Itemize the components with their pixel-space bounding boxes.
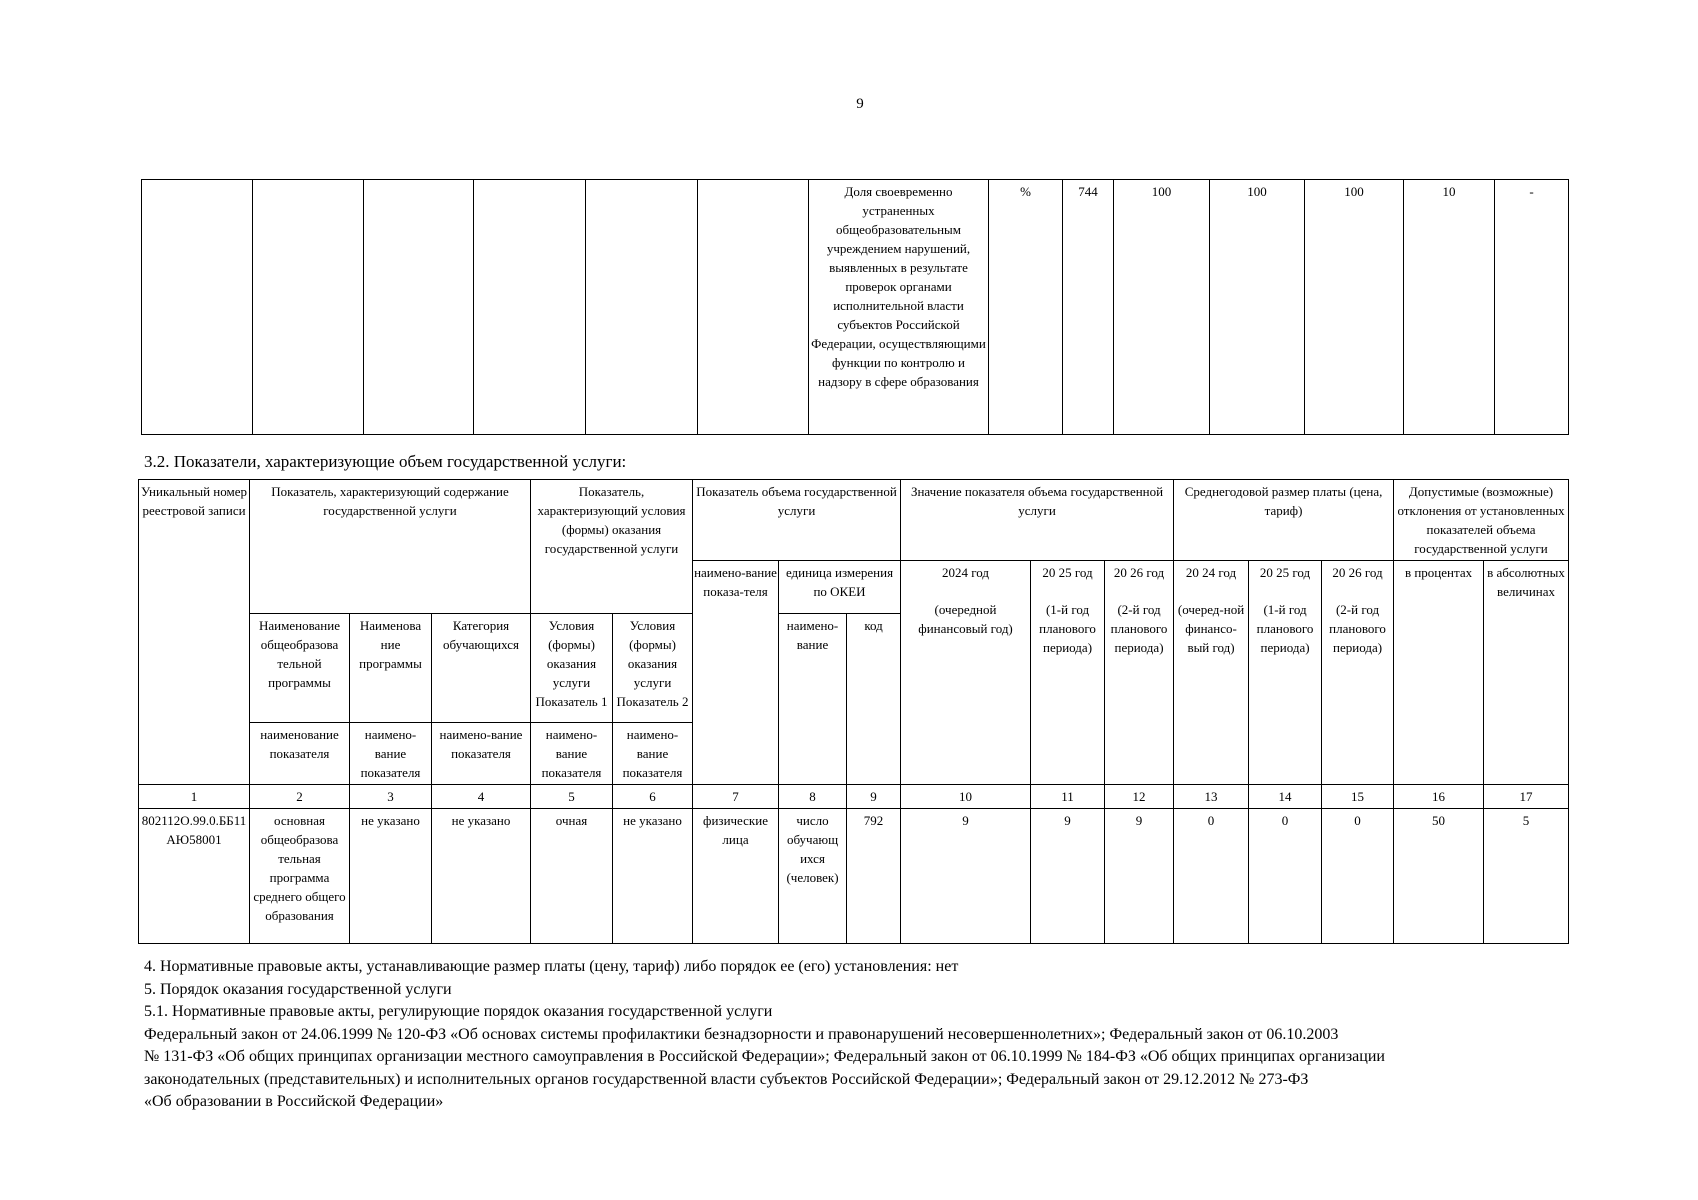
header-deviation-percent: в процентах xyxy=(1394,561,1484,785)
column-number: 13 xyxy=(1174,785,1249,809)
header-conditions-indicator: Показатель, характеризующий условия (формы) оказания государственной услуги xyxy=(531,480,693,614)
header-volume-value: Значение показателя объема государственной услуги xyxy=(901,480,1174,561)
empty-cell xyxy=(474,180,586,435)
note-line: законодательных (представительных) и исполнительных органов государственной власти субъектов Российской Федерации»; Федеральный закон от 29.12.2012 № 273-ФЗ xyxy=(144,1070,1309,1088)
header-fee-2025 xyxy=(1249,561,1322,785)
header-fee-2024 xyxy=(1174,561,1249,785)
header-fee-2024-note: (очеред-ной финансо-вый год) xyxy=(1177,602,1245,655)
section-title: 3.2. Показатели, характеризующие объем государственной услуги: xyxy=(144,452,627,471)
column-number: 8 xyxy=(779,785,847,809)
header-row-1 xyxy=(139,480,1569,561)
column-number: 14 xyxy=(1249,785,1322,809)
header-fee-2025-note: (1-й год планового периода) xyxy=(1256,602,1314,655)
quality-value-2025: 100 xyxy=(1210,180,1305,435)
column-number: 4 xyxy=(432,785,531,809)
subheader-indicator-name: наименование показателя xyxy=(250,723,350,785)
column-number: 1 xyxy=(139,785,250,809)
header-value-2025 xyxy=(1031,561,1105,785)
header-category: Категория обучающихся xyxy=(432,613,531,723)
note-line: 4. Нормативные правовые акты, устанавливающие размер платы (цену, тариф) либо порядок ее (его) установления: нет xyxy=(144,958,959,975)
row-value-2026: 9 xyxy=(1105,809,1174,944)
header-unit-name: наимено-вание xyxy=(779,613,847,785)
header-unit-code: код xyxy=(847,613,901,785)
column-number: 9 xyxy=(847,785,901,809)
column-number: 15 xyxy=(1322,785,1394,809)
page-number: 9 xyxy=(856,96,864,112)
quality-deviation-absolute: - xyxy=(1495,180,1569,435)
row-fee-2026: 0 xyxy=(1322,809,1394,944)
column-number: 17 xyxy=(1484,785,1569,809)
header-fee-2026-note: (2-й год планового периода) xyxy=(1329,602,1386,655)
quality-indicator-table xyxy=(141,179,1569,435)
header-value-2024-year: 2024 год xyxy=(942,565,990,580)
row-program-name: основная общеобразова тельная программа среднего общего образования xyxy=(250,809,350,944)
header-unit-okei: единица измерения по ОКЕИ xyxy=(779,561,901,614)
column-number: 3 xyxy=(350,785,432,809)
header-program-name: Наименование общеобразова тельной программы xyxy=(250,613,350,723)
empty-cell xyxy=(364,180,474,435)
row-condition-2: не указано xyxy=(613,809,693,944)
row-deviation-percent: 50 xyxy=(1394,809,1484,944)
header-value-2025-year: 20 25 год xyxy=(1042,565,1093,580)
column-number: 12 xyxy=(1105,785,1174,809)
quality-deviation-percent: 10 xyxy=(1404,180,1495,435)
column-number-row xyxy=(139,785,1569,809)
empty-cell xyxy=(586,180,698,435)
header-condition-2: Условия (формы) оказания услуги Показатель 2 xyxy=(613,613,693,723)
column-number: 6 xyxy=(613,785,693,809)
header-fee-2026 xyxy=(1322,561,1394,785)
table-row xyxy=(139,809,1569,944)
header-value-2024-note: (очередной финансовый год) xyxy=(918,602,1013,636)
row-code: 792 xyxy=(847,809,901,944)
empty-cell xyxy=(698,180,809,435)
subheader-indicator-name: наимено-вание показателя xyxy=(350,723,432,785)
column-number: 2 xyxy=(250,785,350,809)
header-value-2026-note: (2-й год планового периода) xyxy=(1110,602,1168,655)
subheader-indicator-name: наимено-вание показателя xyxy=(432,723,531,785)
note-line: Федеральный закон от 24.06.1999 № 120-ФЗ «Об основах системы профилактики безнадзорности и правонарушений несовершеннолетних»; Федеральный закон от 06.10.2003 xyxy=(144,1025,1339,1043)
row-category: не указано xyxy=(432,809,531,944)
header-condition-1: Условия (формы) оказания услуги Показатель 1 xyxy=(531,613,613,723)
subheader-indicator-name: наимено-вание показателя xyxy=(613,723,693,785)
row-fee-2025: 0 xyxy=(1249,809,1322,944)
note-line: «Об образовании в Российской Федерации» xyxy=(144,1093,444,1110)
header-volume-indicator: Показатель объема государственной услуги xyxy=(693,480,901,561)
quality-unit: % xyxy=(989,180,1063,435)
column-number: 5 xyxy=(531,785,613,809)
row-deviation-absolute: 5 xyxy=(1484,809,1569,944)
header-deviation-absolute: в абсолютных величинах xyxy=(1484,561,1569,785)
column-number: 11 xyxy=(1031,785,1105,809)
column-number: 10 xyxy=(901,785,1031,809)
quality-row xyxy=(142,180,1569,435)
header-fee-2026-year: 20 26 год xyxy=(1332,565,1383,580)
header-unique-number: Уникальный номер реестровой записи xyxy=(139,480,250,785)
row-fee-2024: 0 xyxy=(1174,809,1249,944)
row-indicator: физические лица xyxy=(693,809,779,944)
subheader-indicator-name: наимено-вание показателя xyxy=(531,723,613,785)
quality-value-2026: 100 xyxy=(1305,180,1404,435)
header-average-fee: Среднегодовой размер платы (цена, тариф) xyxy=(1174,480,1394,561)
note-line: 5.1. Нормативные правовые акты, регулирующие порядок оказания государственной услуги xyxy=(144,1003,773,1020)
row-value-2024: 9 xyxy=(901,809,1031,944)
header-allowed-deviation: Допустимые (возможные) отклонения от установленных показателей объема государственной услуги xyxy=(1394,480,1569,561)
notes-block xyxy=(144,956,1564,1114)
quality-value-2024: 100 xyxy=(1114,180,1210,435)
volume-indicator-table xyxy=(138,479,1569,944)
empty-cell xyxy=(253,180,364,435)
header-content-indicator: Показатель, характеризующий содержание государственной услуги xyxy=(250,480,531,614)
header-value-2026-year: 20 26 год xyxy=(1113,565,1165,580)
empty-cell xyxy=(142,180,253,435)
header-fee-2024-year: 20 24 год xyxy=(1185,565,1237,580)
header-program: Наименова ние программы xyxy=(350,613,432,723)
row-program: не указано xyxy=(350,809,432,944)
quality-okei: 744 xyxy=(1063,180,1114,435)
row-value-2025: 9 xyxy=(1031,809,1105,944)
note-line: № 131-ФЗ «Об общих принципах организации местного самоуправления в Российской Федерации»; Федеральный закон от 06.10.1999 № 184-ФЗ «Об общих принципах организации xyxy=(144,1048,1385,1065)
header-indicator-name: наимено-вание показа-теля xyxy=(693,561,779,785)
header-value-2024 xyxy=(901,561,1031,785)
column-number: 16 xyxy=(1394,785,1484,809)
quality-indicator-name: Доля своевременно устраненных общеобразовательным учреждением нарушений, выявленных в результате проверок органами исполнительной власти субъектов Российской Федерации, осуществляющими функции по контролю и надзору в сфере образования xyxy=(809,180,989,435)
column-number: 7 xyxy=(693,785,779,809)
header-value-2025-note: (1-й год планового периода) xyxy=(1039,602,1096,655)
row-condition-1: очная xyxy=(531,809,613,944)
header-fee-2025-year: 20 25 год xyxy=(1259,565,1311,580)
row-unique-number: 802112О.99.0.ББ11АЮ58001 xyxy=(139,809,250,944)
header-value-2026 xyxy=(1105,561,1174,785)
row-unit: число обучающ ихся (человек) xyxy=(779,809,847,944)
note-line: 5. Порядок оказания государственной услуги xyxy=(144,980,452,998)
